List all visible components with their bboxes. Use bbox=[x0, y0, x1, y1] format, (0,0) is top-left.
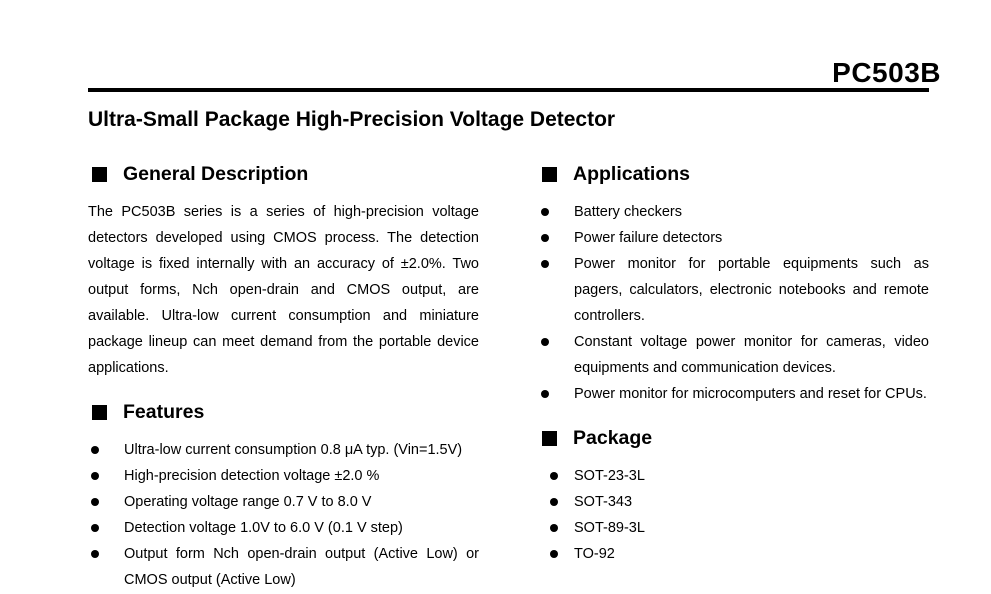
right-column bbox=[538, 159, 929, 567]
bullet-dot-icon bbox=[541, 338, 549, 346]
square-bullet-icon bbox=[542, 167, 557, 182]
section-heading-text: Package bbox=[573, 426, 653, 449]
section-features bbox=[88, 397, 479, 427]
package-text: TO-92 bbox=[574, 546, 615, 562]
package-item bbox=[538, 515, 929, 541]
section-package bbox=[538, 423, 929, 453]
application-text: Battery checkers bbox=[574, 204, 682, 220]
application-text: Power failure detectors bbox=[574, 230, 723, 246]
bullet-dot-icon bbox=[541, 208, 549, 216]
feature-text: Detection voltage 1.0V to 6.0 V (0.1 V step) bbox=[124, 520, 403, 536]
bullet-dot-icon bbox=[550, 524, 558, 532]
section-heading-text: General Description bbox=[123, 162, 309, 185]
header-rule bbox=[88, 88, 929, 92]
document-title: Ultra-Small Package High-Precision Voltage Detector bbox=[88, 108, 616, 131]
features-list bbox=[88, 437, 479, 593]
section-general-description bbox=[88, 159, 479, 189]
package-list bbox=[538, 463, 929, 567]
feature-text: Output form Nch open-drain output (Active Low) or CMOS output (Active Low) bbox=[124, 546, 479, 588]
square-bullet-icon bbox=[542, 431, 557, 446]
bullet-dot-icon bbox=[91, 446, 99, 454]
package-text: SOT-343 bbox=[574, 494, 633, 510]
square-bullet-icon bbox=[92, 405, 107, 420]
feature-text: Operating voltage range 0.7 V to 8.0 V bbox=[124, 494, 372, 510]
bullet-dot-icon bbox=[541, 390, 549, 398]
bullet-dot-icon bbox=[91, 472, 99, 480]
left-column bbox=[88, 159, 479, 593]
section-heading-text: Features bbox=[123, 400, 205, 423]
section-applications bbox=[538, 159, 929, 189]
general-description-text: The PC503B series is a series of high-precision voltage detectors developed using CMOS process. The detection voltage is fixed internally with an accuracy of ±2.0%. Two output forms, Nch open-drain and CMOS output, are available. Ultra-low current consumption and miniature package lineup can meet demand from the portable device applications. bbox=[88, 204, 479, 376]
feature-item bbox=[88, 541, 479, 593]
feature-text: High-precision detection voltage ±2.0 % bbox=[124, 468, 380, 484]
application-text: Constant voltage power monitor for cameras, video equipments and communication devices. bbox=[574, 334, 929, 376]
package-text: SOT-89-3L bbox=[574, 520, 645, 536]
feature-item bbox=[88, 437, 479, 463]
application-text: Power monitor for microcomputers and reset for CPUs. bbox=[574, 386, 927, 402]
feature-item bbox=[88, 463, 479, 489]
bullet-dot-icon bbox=[541, 234, 549, 242]
bullet-dot-icon bbox=[550, 550, 558, 558]
package-text: SOT-23-3L bbox=[574, 468, 645, 484]
square-bullet-icon bbox=[92, 167, 107, 182]
feature-text: Ultra-low current consumption 0.8 μA typ. (Vin=1.5V) bbox=[124, 442, 463, 458]
package-item bbox=[538, 463, 929, 489]
applications-list bbox=[538, 199, 929, 407]
application-item bbox=[538, 381, 929, 407]
part-number: PC503B bbox=[832, 57, 941, 88]
bullet-dot-icon bbox=[541, 260, 549, 268]
bullet-dot-icon bbox=[550, 472, 558, 480]
feature-item bbox=[88, 489, 479, 515]
package-item bbox=[538, 541, 929, 567]
bullet-dot-icon bbox=[91, 550, 99, 558]
bullet-dot-icon bbox=[550, 498, 558, 506]
application-item bbox=[538, 225, 929, 251]
bullet-dot-icon bbox=[91, 498, 99, 506]
feature-item bbox=[88, 515, 479, 541]
application-item bbox=[538, 199, 929, 225]
section-heading-text: Applications bbox=[573, 162, 691, 185]
package-item bbox=[538, 489, 929, 515]
application-text: Power monitor for portable equipments such as pagers, calculators, electronic notebooks and remote controllers. bbox=[574, 256, 929, 324]
application-item bbox=[538, 329, 929, 381]
bullet-dot-icon bbox=[91, 524, 99, 532]
application-item bbox=[538, 251, 929, 329]
